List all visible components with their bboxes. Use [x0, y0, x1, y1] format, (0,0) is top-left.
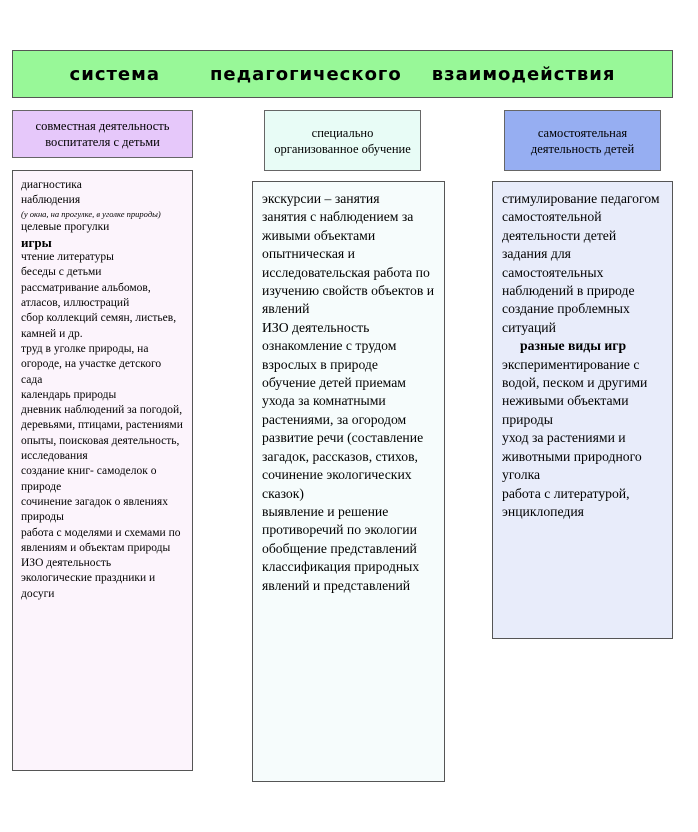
- list-item: уход за растениями и животными природного уголка: [502, 430, 646, 483]
- list-item: занятия с наблюдением за живыми объектами: [262, 209, 417, 243]
- list-item: опытническая и исследовательская работа по изучению свойств объектов и явлений: [262, 246, 438, 317]
- list-item: задания для самостоятельных наблюдений в природе: [502, 246, 635, 299]
- list-item: развитие речи (составление загадок, рассказов, стихов, сочинение экологических сказок): [262, 430, 427, 501]
- list-item: календарь природы: [21, 388, 117, 401]
- list-item: работа с литературой, энциклопедия: [502, 485, 633, 519]
- title-word-1: система: [69, 63, 160, 85]
- list-item: классификация природных явлений и представлений: [262, 559, 423, 593]
- list-item: ИЗО деятельность: [262, 319, 370, 335]
- list-item: обобщение представлений: [262, 540, 417, 556]
- list-item: чтение литературы: [21, 251, 114, 264]
- header-independent-activity: самостоятельная деятельность детей: [504, 110, 661, 171]
- list-item: опыты, поисковая деятельность, исследования: [21, 434, 183, 463]
- list-item: стимулирование педагогом самостоятельной деятельности детей: [502, 191, 663, 243]
- header-joint-activity: совместная деятельность воспитателя с детьми: [12, 110, 193, 158]
- list-item: ознакомление с трудом взрослых в природе: [262, 338, 400, 372]
- list-item: выявление и решение противоречий по экологии: [262, 503, 417, 538]
- list-item-games: игры: [21, 234, 52, 250]
- list-item: целевые прогулки: [21, 220, 110, 233]
- list-item: создание книг- самоделок о природе: [21, 465, 160, 493]
- title-word-3: взаимодействия: [431, 63, 616, 85]
- list-item: ИЗО деятельность: [21, 557, 112, 570]
- list-item: труд в уголке природы, на огороде, на участке детского сада: [21, 342, 165, 386]
- list-item: экологические праздники и досуги: [21, 572, 159, 600]
- list-item: диагностика: [21, 179, 82, 191]
- list-item-games: разные виды игр: [520, 338, 627, 354]
- title-word-2: педагогического: [210, 63, 402, 85]
- list-item: наблюдения: [21, 194, 81, 207]
- list-item: беседы с детьми: [21, 266, 102, 279]
- list-item: сбор коллекций семян, листьев, камней и др.: [21, 312, 179, 340]
- list-item: экспериментирование с водой, песком и другими неживыми объектами природы: [502, 356, 651, 427]
- list-item: обучение детей приемам ухода за комнатными растениями, за огородом: [262, 375, 410, 427]
- column-joint-activity: [12, 170, 193, 771]
- list-item: создание проблемных ситуаций: [502, 301, 634, 335]
- header-special-training: специально организованное обучение: [264, 110, 421, 171]
- list-item: рассматривание альбомов, атласов, иллюстраций: [21, 281, 154, 310]
- list-item: экскурсии – занятия: [262, 191, 380, 206]
- list-item-note: (у окна, на прогулке, в уголке природы): [21, 208, 161, 219]
- column-special-training: [252, 181, 445, 782]
- list-item: сочинение загадок о явлениях природы: [21, 495, 171, 524]
- list-item: работа с моделями и схемами по явлениям и объектам природы: [21, 526, 184, 554]
- list-item: дневник наблюдений за погодой, деревьями, птицами, растениями: [21, 404, 185, 432]
- column-independent-activity: [492, 181, 673, 639]
- system-title-banner: [12, 50, 673, 98]
